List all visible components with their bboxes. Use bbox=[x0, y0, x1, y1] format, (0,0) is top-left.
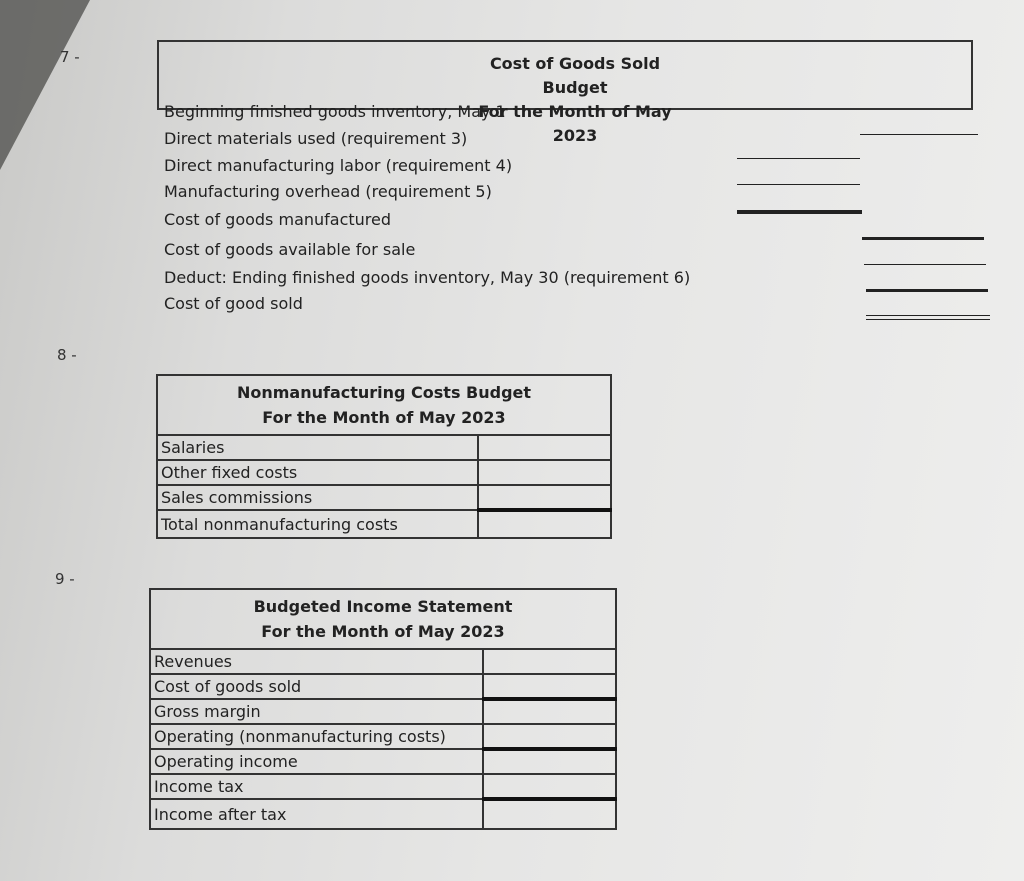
amount-cell bbox=[478, 460, 611, 485]
row-label: Gross margin bbox=[150, 699, 483, 724]
answer-line bbox=[864, 264, 986, 265]
answer-line bbox=[862, 237, 984, 240]
answer-line bbox=[866, 289, 988, 292]
amount-cell bbox=[478, 485, 611, 510]
table-row bbox=[150, 699, 616, 724]
row-label: Operating (nonmanufacturing costs) bbox=[150, 724, 483, 749]
amount-cell bbox=[483, 649, 616, 674]
table-row bbox=[157, 510, 611, 538]
table-row bbox=[150, 774, 616, 799]
amount-cell bbox=[478, 435, 611, 460]
row-label: Income after tax bbox=[150, 799, 483, 829]
answer-line-double-bottom bbox=[866, 319, 990, 320]
table-row bbox=[157, 460, 611, 485]
table-row bbox=[150, 749, 616, 774]
income-table bbox=[149, 588, 617, 830]
income-subtitle: For the Month of May 2023 bbox=[261, 622, 505, 641]
amount-cell bbox=[478, 510, 611, 538]
answer-line bbox=[737, 158, 860, 159]
cogs-row: Deduct: Ending finished goods inventory, May 30 (requirement 6) bbox=[164, 268, 691, 287]
cogs-row: Manufacturing overhead (requirement 5) bbox=[164, 182, 492, 201]
cogs-heading bbox=[460, 52, 690, 148]
cogs-row: Direct manufacturing labor (requirement 4) bbox=[164, 156, 513, 175]
answer-line bbox=[737, 210, 862, 214]
amount-cell bbox=[483, 799, 616, 829]
question-number-7: 7 - bbox=[60, 48, 80, 66]
table-row bbox=[150, 724, 616, 749]
cogs-row: Cost of goods manufactured bbox=[164, 210, 392, 229]
amount-cell bbox=[483, 774, 616, 799]
row-label: Cost of goods sold bbox=[150, 674, 483, 699]
row-label: Revenues bbox=[150, 649, 483, 674]
nonmfg-subtitle: For the Month of May 2023 bbox=[262, 408, 506, 427]
cogs-title: Cost of Goods Sold Budget bbox=[489, 54, 661, 97]
income-title: Budgeted Income Statement bbox=[253, 597, 513, 616]
answer-line bbox=[737, 184, 860, 185]
row-label: Salaries bbox=[157, 435, 478, 460]
income-heading bbox=[150, 589, 616, 649]
cogs-subtitle: For the Month of May 2023 bbox=[478, 102, 672, 145]
cogs-row: Cost of goods available for sale bbox=[164, 240, 416, 259]
question-number-8: 8 - bbox=[57, 346, 77, 364]
amount-cell bbox=[483, 699, 616, 724]
paper-shadow bbox=[0, 0, 90, 170]
table-row bbox=[150, 674, 616, 699]
row-label: Total nonmanufacturing costs bbox=[157, 510, 478, 538]
table-row bbox=[150, 649, 616, 674]
cogs-row: Cost of good sold bbox=[164, 294, 303, 313]
answer-line-double-top bbox=[866, 315, 990, 316]
row-label: Income tax bbox=[150, 774, 483, 799]
table-row bbox=[150, 799, 616, 829]
nonmfg-table bbox=[156, 374, 612, 539]
table-row bbox=[157, 435, 611, 460]
amount-cell bbox=[483, 674, 616, 699]
amount-cell bbox=[483, 724, 616, 749]
cogs-row: Beginning finished goods inventory, May 1 bbox=[164, 102, 506, 121]
cogs-row: Direct materials used (requirement 3) bbox=[164, 129, 468, 148]
row-label: Sales commissions bbox=[157, 485, 478, 510]
row-label: Other fixed costs bbox=[157, 460, 478, 485]
nonmfg-title: Nonmanufacturing Costs Budget bbox=[236, 383, 532, 402]
answer-line bbox=[860, 134, 978, 135]
nonmfg-heading bbox=[157, 375, 611, 435]
table-row bbox=[157, 485, 611, 510]
amount-cell bbox=[483, 749, 616, 774]
row-label: Operating income bbox=[150, 749, 483, 774]
question-number-9: 9 - bbox=[55, 570, 75, 588]
